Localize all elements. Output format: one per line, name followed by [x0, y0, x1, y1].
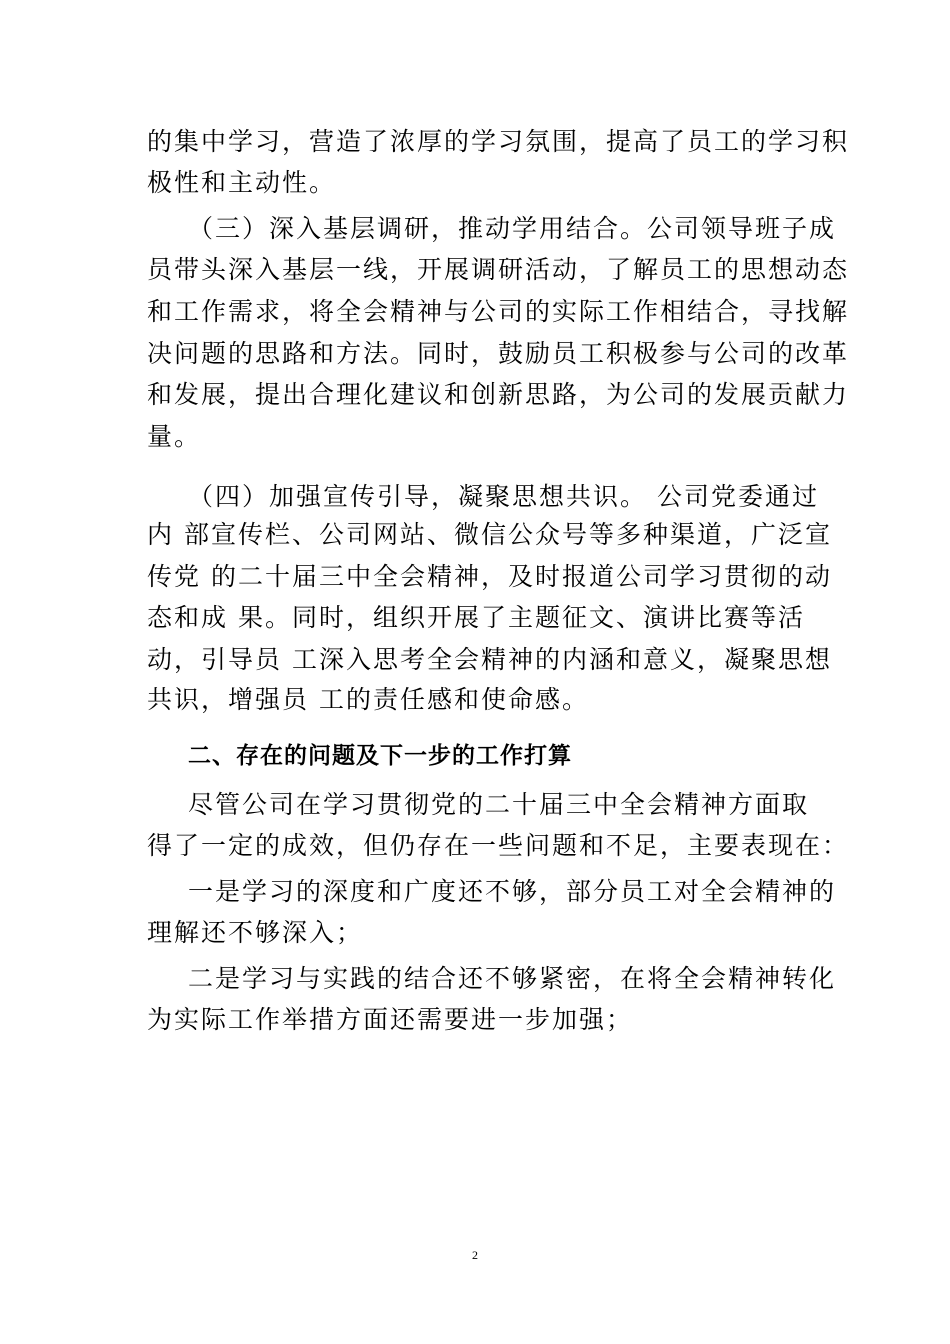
paragraph-line: 共识，增强员 工的责任感和使命感。 [147, 685, 589, 714]
section-heading: 二、存在的问题及下一步的工作打算 [188, 743, 572, 769]
page-number: 2 [472, 1248, 478, 1262]
paragraph-line: 一是学习的深度和广度还不够，部分员工对全会精神的 [188, 877, 837, 906]
paragraph-line: 态和成 果。同时，组织开展了主题征文、演讲比赛等活 [147, 603, 805, 632]
paragraph-line: 员带头深入基层一线，开展调研活动，了解员工的思想动态 [147, 255, 850, 284]
subsection-three-line: （三）深入基层调研，推动学用结合。公司领导班子成 [188, 214, 837, 243]
paragraph-line: 极性和主动性。 [147, 168, 337, 197]
paragraph-line: 的集中学习，营造了浓厚的学习氛围，提高了员工的学习积 [147, 127, 850, 156]
paragraph-line: 内 部宣传栏、公司网站、微信公众号等多种渠道，广泛宣 [147, 520, 832, 549]
paragraph-line: 得了一定的成效，但仍存在一些问题和不足，主要表现在： [147, 831, 850, 860]
paragraph-line: 理解还不够深入； [147, 918, 364, 947]
subsection-four-line: （四）加强宣传引导，凝聚思想共识。 公司党委通过 [188, 482, 819, 511]
paragraph-line: 决问题的思路和方法。同时，鼓励员工积极参与公司的改革 [147, 339, 850, 368]
paragraph-line: 动，引导员 工深入思考全会精神的内涵和意义，凝聚思想 [147, 645, 832, 674]
paragraph-line: 和发展，提出合理化建议和创新思路，为公司的发展贡献力 [147, 380, 850, 409]
paragraph-line: 二是学习与实践的结合还不够紧密，在将全会精神转化 [188, 964, 837, 993]
paragraph-line: 为实际工作举措方面还需要进一步加强； [147, 1005, 634, 1034]
paragraph-line: 尽管公司在学习贯彻党的二十届三中全会精神方面取 [188, 790, 810, 819]
paragraph-line: 传党 的二十届三中全会精神，及时报道公司学习贯彻的动 [147, 562, 832, 591]
paragraph-line: 和工作需求，将全会精神与公司的实际工作相结合，寻找解 [147, 297, 850, 326]
paragraph-line: 量。 [147, 422, 202, 451]
